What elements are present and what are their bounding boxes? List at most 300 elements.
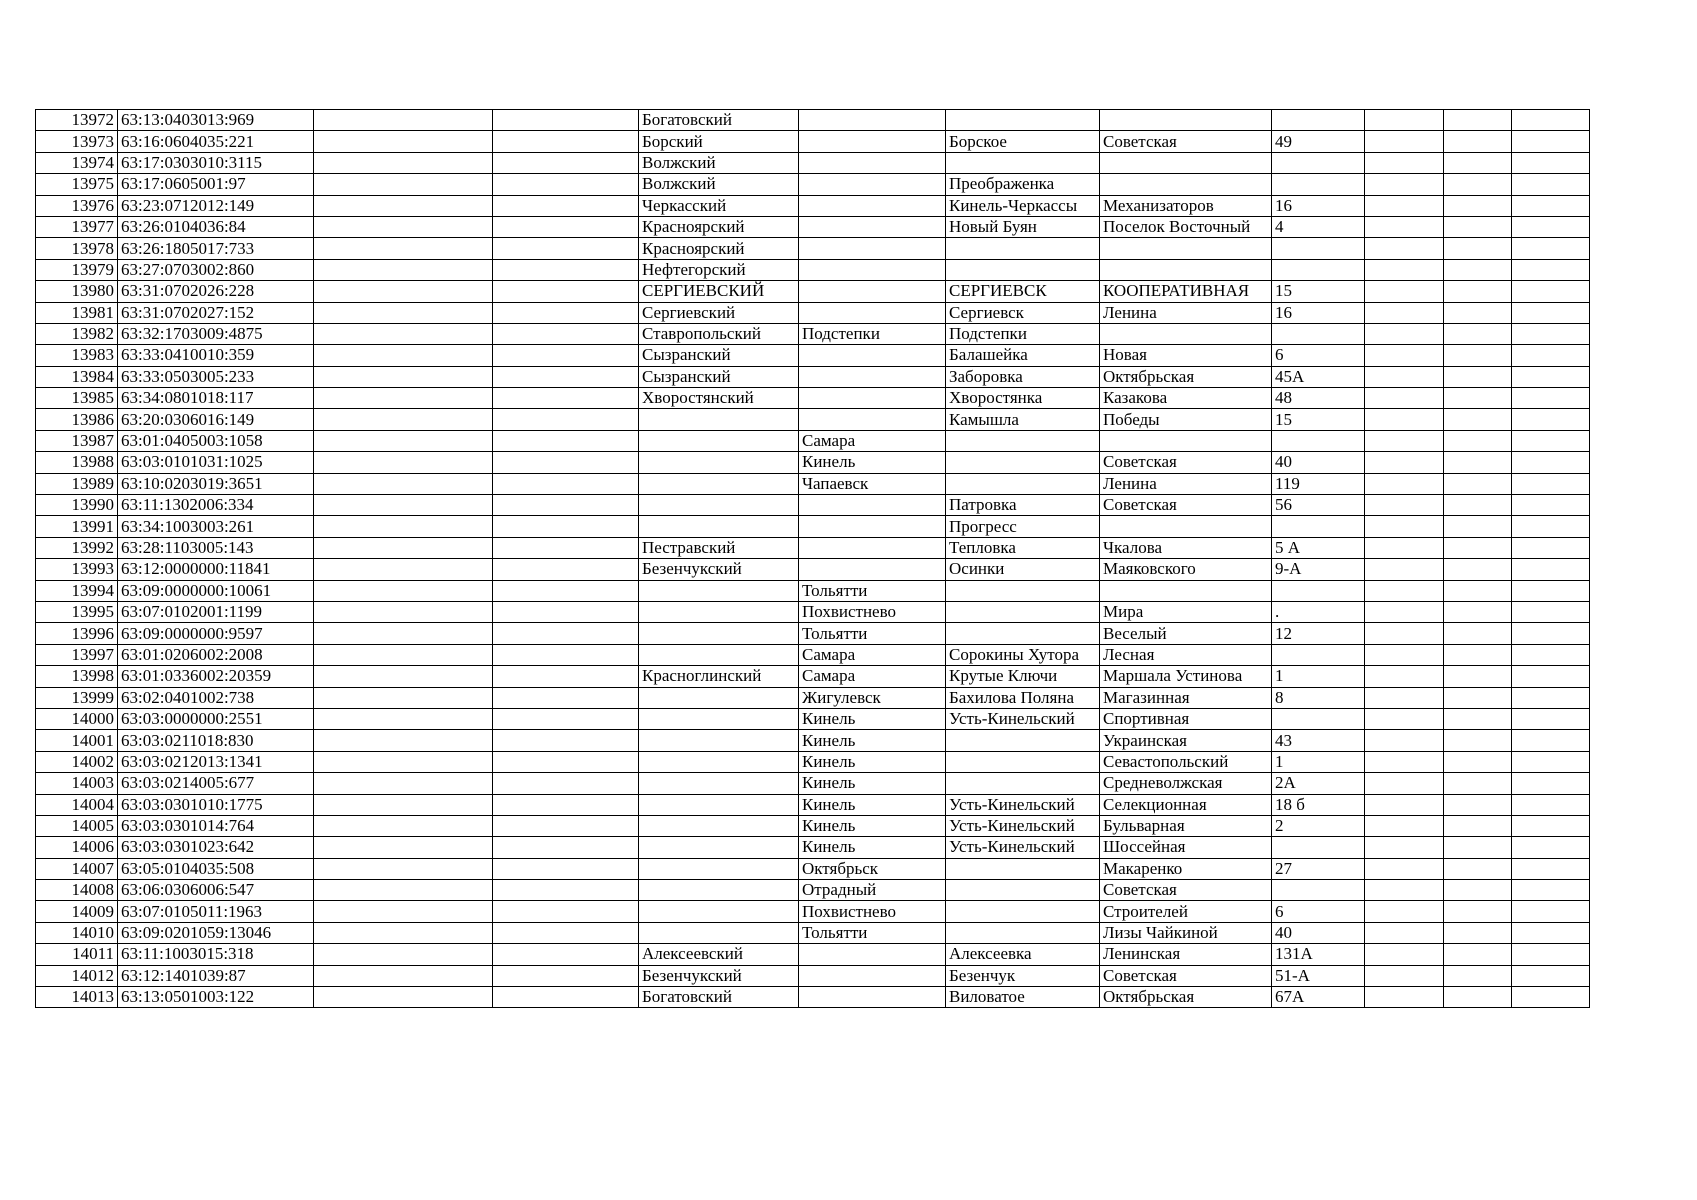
city-cell: Тольятти: [799, 623, 946, 644]
cadastral-number-cell: 63:03:0301014:764: [118, 815, 314, 836]
empty-cell: [314, 965, 493, 986]
district-cell: Алексеевский: [639, 944, 799, 965]
street-cell: Советская: [1100, 452, 1272, 473]
empty-cell: [314, 730, 493, 751]
house-number-cell: [1272, 516, 1365, 537]
district-cell: [639, 858, 799, 879]
cadastral-number-cell: 63:33:0503005:233: [118, 366, 314, 387]
city-cell: [799, 216, 946, 237]
house-number-cell: 27: [1272, 858, 1365, 879]
empty-cell: [1365, 366, 1444, 387]
empty-cell: [1444, 110, 1512, 131]
empty-cell: [1512, 580, 1590, 601]
city-cell: [799, 281, 946, 302]
street-cell: Средневолжская: [1100, 773, 1272, 794]
empty-cell: [314, 623, 493, 644]
empty-cell: [493, 644, 639, 665]
row-number-cell: 14000: [36, 708, 118, 729]
settlement-cell: [946, 880, 1100, 901]
empty-cell: [1444, 388, 1512, 409]
empty-cell: [493, 794, 639, 815]
empty-cell: [1512, 880, 1590, 901]
empty-cell: [1512, 944, 1590, 965]
empty-cell: [1512, 452, 1590, 473]
row-number-cell: 13981: [36, 302, 118, 323]
empty-cell: [314, 773, 493, 794]
district-cell: Волжский: [639, 152, 799, 173]
house-number-cell: 15: [1272, 281, 1365, 302]
table-row: [36, 794, 1590, 815]
cadastral-number-cell: 63:28:1103005:143: [118, 537, 314, 558]
empty-cell: [493, 559, 639, 580]
street-cell: Ленина: [1100, 302, 1272, 323]
house-number-cell: [1272, 152, 1365, 173]
street-cell: Украинская: [1100, 730, 1272, 751]
empty-cell: [493, 708, 639, 729]
cadastral-number-cell: 63:31:0702026:228: [118, 281, 314, 302]
cadastral-number-cell: 63:05:0104035:508: [118, 858, 314, 879]
empty-cell: [314, 559, 493, 580]
row-number-cell: 13987: [36, 430, 118, 451]
empty-cell: [1365, 773, 1444, 794]
street-cell: Лесная: [1100, 644, 1272, 665]
empty-cell: [1444, 430, 1512, 451]
empty-cell: [493, 965, 639, 986]
empty-cell: [1444, 131, 1512, 152]
cadastral-number-cell: 63:01:0336002:20359: [118, 666, 314, 687]
street-cell: Советская: [1100, 495, 1272, 516]
row-number-cell: 13986: [36, 409, 118, 430]
street-cell: Магазинная: [1100, 687, 1272, 708]
street-cell: Севастопольский: [1100, 751, 1272, 772]
table-row: [36, 987, 1590, 1008]
district-cell: Сызранский: [639, 345, 799, 366]
empty-cell: [493, 323, 639, 344]
city-cell: Октябрьск: [799, 858, 946, 879]
empty-cell: [1512, 751, 1590, 772]
row-number-cell: 14003: [36, 773, 118, 794]
empty-cell: [1512, 708, 1590, 729]
empty-cell: [1444, 174, 1512, 195]
table-row: [36, 944, 1590, 965]
settlement-cell: СЕРГИЕВСК: [946, 281, 1100, 302]
settlement-cell: Заборовка: [946, 366, 1100, 387]
empty-cell: [1365, 452, 1444, 473]
settlement-cell: [946, 259, 1100, 280]
city-cell: [799, 987, 946, 1008]
empty-cell: [493, 302, 639, 323]
cadastral-number-cell: 63:33:0410010:359: [118, 345, 314, 366]
empty-cell: [493, 815, 639, 836]
street-cell: Советская: [1100, 131, 1272, 152]
empty-cell: [314, 345, 493, 366]
row-number-cell: 13999: [36, 687, 118, 708]
empty-cell: [1365, 601, 1444, 622]
cadastral-number-cell: 63:09:0000000:10061: [118, 580, 314, 601]
city-cell: Кинель: [799, 773, 946, 794]
settlement-cell: [946, 922, 1100, 943]
district-cell: [639, 901, 799, 922]
cadastral-number-cell: 63:17:0303010:3115: [118, 152, 314, 173]
empty-cell: [314, 495, 493, 516]
street-cell: [1100, 238, 1272, 259]
empty-cell: [1512, 473, 1590, 494]
cadastral-number-cell: 63:34:0801018:117: [118, 388, 314, 409]
district-cell: [639, 516, 799, 537]
empty-cell: [493, 174, 639, 195]
cadastral-number-cell: 63:06:0306006:547: [118, 880, 314, 901]
empty-cell: [314, 794, 493, 815]
empty-cell: [1365, 216, 1444, 237]
street-cell: Советская: [1100, 965, 1272, 986]
empty-cell: [1365, 131, 1444, 152]
city-cell: [799, 944, 946, 965]
city-cell: Кинель: [799, 837, 946, 858]
empty-cell: [1512, 388, 1590, 409]
house-number-cell: [1272, 323, 1365, 344]
empty-cell: [1365, 858, 1444, 879]
settlement-cell: Прогресс: [946, 516, 1100, 537]
city-cell: Самара: [799, 666, 946, 687]
empty-cell: [1444, 281, 1512, 302]
city-cell: Кинель: [799, 751, 946, 772]
empty-cell: [314, 751, 493, 772]
house-number-cell: 43: [1272, 730, 1365, 751]
district-cell: Сергиевский: [639, 302, 799, 323]
empty-cell: [314, 259, 493, 280]
cadastral-number-cell: 63:03:0101031:1025: [118, 452, 314, 473]
settlement-cell: Алексеевка: [946, 944, 1100, 965]
empty-cell: [1365, 110, 1444, 131]
settlement-cell: [946, 623, 1100, 644]
empty-cell: [493, 281, 639, 302]
empty-cell: [1444, 238, 1512, 259]
table-row: [36, 815, 1590, 836]
house-number-cell: 6: [1272, 345, 1365, 366]
empty-cell: [493, 473, 639, 494]
empty-cell: [1365, 174, 1444, 195]
empty-cell: [1512, 495, 1590, 516]
cadastral-number-cell: 63:02:0401002:738: [118, 687, 314, 708]
empty-cell: [1512, 837, 1590, 858]
district-cell: [639, 730, 799, 751]
empty-cell: [1365, 837, 1444, 858]
row-number-cell: 13998: [36, 666, 118, 687]
city-cell: Тольятти: [799, 580, 946, 601]
district-cell: Волжский: [639, 174, 799, 195]
empty-cell: [1512, 537, 1590, 558]
empty-cell: [493, 880, 639, 901]
house-number-cell: [1272, 708, 1365, 729]
district-cell: [639, 880, 799, 901]
settlement-cell: Хворостянка: [946, 388, 1100, 409]
house-number-cell: 1: [1272, 751, 1365, 772]
district-cell: Хворостянский: [639, 388, 799, 409]
empty-cell: [1444, 687, 1512, 708]
empty-cell: [1365, 987, 1444, 1008]
empty-cell: [1512, 366, 1590, 387]
empty-cell: [1444, 815, 1512, 836]
empty-cell: [1512, 195, 1590, 216]
settlement-cell: [946, 858, 1100, 879]
empty-cell: [1512, 131, 1590, 152]
empty-cell: [314, 516, 493, 537]
row-number-cell: 14007: [36, 858, 118, 879]
table-row: [36, 473, 1590, 494]
empty-cell: [1512, 730, 1590, 751]
street-cell: Маяковского: [1100, 559, 1272, 580]
empty-cell: [1512, 559, 1590, 580]
district-cell: Нефтегорский: [639, 259, 799, 280]
district-cell: Безенчукский: [639, 559, 799, 580]
empty-cell: [493, 409, 639, 430]
city-cell: [799, 259, 946, 280]
empty-cell: [493, 516, 639, 537]
row-number-cell: 13990: [36, 495, 118, 516]
empty-cell: [1444, 666, 1512, 687]
house-number-cell: 16: [1272, 195, 1365, 216]
empty-cell: [314, 366, 493, 387]
house-number-cell: 67А: [1272, 987, 1365, 1008]
empty-cell: [314, 987, 493, 1008]
empty-cell: [1512, 323, 1590, 344]
house-number-cell: 9-А: [1272, 559, 1365, 580]
house-number-cell: 2А: [1272, 773, 1365, 794]
table-row: [36, 302, 1590, 323]
house-number-cell: .: [1272, 601, 1365, 622]
settlement-cell: Сорокины Хутора: [946, 644, 1100, 665]
empty-cell: [314, 944, 493, 965]
row-number-cell: 13983: [36, 345, 118, 366]
row-number-cell: 13980: [36, 281, 118, 302]
empty-cell: [314, 858, 493, 879]
cadastral-number-cell: 63:09:0201059:13046: [118, 922, 314, 943]
empty-cell: [1365, 815, 1444, 836]
district-cell: Безенчукский: [639, 965, 799, 986]
settlement-cell: Кинель-Черкассы: [946, 195, 1100, 216]
house-number-cell: 45А: [1272, 366, 1365, 387]
settlement-cell: [946, 238, 1100, 259]
cadastral-number-cell: 63:11:1302006:334: [118, 495, 314, 516]
city-cell: [799, 174, 946, 195]
city-cell: [799, 131, 946, 152]
table-row: [36, 880, 1590, 901]
cadastral-number-cell: 63:01:0206002:2008: [118, 644, 314, 665]
empty-cell: [1444, 516, 1512, 537]
street-cell: Мира: [1100, 601, 1272, 622]
empty-cell: [1512, 666, 1590, 687]
empty-cell: [1365, 281, 1444, 302]
empty-cell: [1365, 195, 1444, 216]
district-cell: Пестравский: [639, 537, 799, 558]
row-number-cell: 13985: [36, 388, 118, 409]
city-cell: Самара: [799, 644, 946, 665]
empty-cell: [1444, 537, 1512, 558]
empty-cell: [1444, 601, 1512, 622]
street-cell: [1100, 152, 1272, 173]
street-cell: Октябрьская: [1100, 366, 1272, 387]
table-row: [36, 110, 1590, 131]
district-cell: Черкасский: [639, 195, 799, 216]
table-row: [36, 623, 1590, 644]
cadastral-number-cell: 63:27:0703002:860: [118, 259, 314, 280]
empty-cell: [1512, 516, 1590, 537]
house-number-cell: 5 А: [1272, 537, 1365, 558]
empty-cell: [493, 901, 639, 922]
table-row: [36, 174, 1590, 195]
empty-cell: [1365, 901, 1444, 922]
empty-cell: [1444, 794, 1512, 815]
empty-cell: [314, 815, 493, 836]
empty-cell: [1512, 901, 1590, 922]
settlement-cell: [946, 473, 1100, 494]
empty-cell: [1512, 152, 1590, 173]
empty-cell: [1365, 880, 1444, 901]
row-number-cell: 14006: [36, 837, 118, 858]
district-cell: Красноглинский: [639, 666, 799, 687]
empty-cell: [1365, 644, 1444, 665]
house-number-cell: 16: [1272, 302, 1365, 323]
district-cell: [639, 644, 799, 665]
row-number-cell: 14001: [36, 730, 118, 751]
district-cell: [639, 580, 799, 601]
empty-cell: [493, 837, 639, 858]
data-table: [35, 109, 1590, 1008]
street-cell: Бульварная: [1100, 815, 1272, 836]
empty-cell: [1512, 623, 1590, 644]
empty-cell: [1444, 195, 1512, 216]
city-cell: [799, 366, 946, 387]
empty-cell: [1365, 516, 1444, 537]
city-cell: Подстепки: [799, 323, 946, 344]
settlement-cell: [946, 580, 1100, 601]
empty-cell: [1365, 965, 1444, 986]
row-number-cell: 13997: [36, 644, 118, 665]
house-number-cell: 49: [1272, 131, 1365, 152]
empty-cell: [1444, 345, 1512, 366]
settlement-cell: [946, 430, 1100, 451]
empty-cell: [1444, 259, 1512, 280]
street-cell: Строителей: [1100, 901, 1272, 922]
empty-cell: [1444, 730, 1512, 751]
cadastral-number-cell: 63:01:0405003:1058: [118, 430, 314, 451]
cadastral-number-cell: 63:26:0104036:84: [118, 216, 314, 237]
table-row: [36, 430, 1590, 451]
district-cell: [639, 409, 799, 430]
row-number-cell: 14008: [36, 880, 118, 901]
house-number-cell: [1272, 174, 1365, 195]
row-number-cell: 13995: [36, 601, 118, 622]
city-cell: Кинель: [799, 708, 946, 729]
city-cell: Чапаевск: [799, 473, 946, 494]
empty-cell: [314, 110, 493, 131]
city-cell: Самара: [799, 430, 946, 451]
street-cell: [1100, 110, 1272, 131]
house-number-cell: 119: [1272, 473, 1365, 494]
row-number-cell: 13982: [36, 323, 118, 344]
empty-cell: [493, 687, 639, 708]
empty-cell: [493, 580, 639, 601]
row-number-cell: 14002: [36, 751, 118, 772]
table-row: [36, 495, 1590, 516]
row-number-cell: 13975: [36, 174, 118, 195]
row-number-cell: 13993: [36, 559, 118, 580]
settlement-cell: Виловатое: [946, 987, 1100, 1008]
row-number-cell: 14012: [36, 965, 118, 986]
house-number-cell: 40: [1272, 922, 1365, 943]
row-number-cell: 13978: [36, 238, 118, 259]
settlement-cell: Новый Буян: [946, 216, 1100, 237]
house-number-cell: [1272, 238, 1365, 259]
street-cell: Октябрьская: [1100, 987, 1272, 1008]
table-row: [36, 366, 1590, 387]
settlement-cell: Патровка: [946, 495, 1100, 516]
empty-cell: [1444, 580, 1512, 601]
cadastral-number-cell: 63:03:0301010:1775: [118, 794, 314, 815]
settlement-cell: Крутые Ключи: [946, 666, 1100, 687]
city-cell: [799, 110, 946, 131]
empty-cell: [1512, 110, 1590, 131]
row-number-cell: 13989: [36, 473, 118, 494]
table-row: [36, 708, 1590, 729]
empty-cell: [493, 922, 639, 943]
district-cell: [639, 922, 799, 943]
street-cell: Советская: [1100, 880, 1272, 901]
house-number-cell: 15: [1272, 409, 1365, 430]
street-cell: Новая: [1100, 345, 1272, 366]
table-row: [36, 259, 1590, 280]
empty-cell: [493, 623, 639, 644]
cadastral-number-cell: 63:09:0000000:9597: [118, 623, 314, 644]
empty-cell: [314, 409, 493, 430]
empty-cell: [1365, 687, 1444, 708]
empty-cell: [1444, 152, 1512, 173]
street-cell: Селекционная: [1100, 794, 1272, 815]
empty-cell: [1512, 409, 1590, 430]
district-cell: Ставропольский: [639, 323, 799, 344]
row-number-cell: 13994: [36, 580, 118, 601]
table-row: [36, 730, 1590, 751]
empty-cell: [1444, 644, 1512, 665]
empty-cell: [1365, 238, 1444, 259]
city-cell: [799, 409, 946, 430]
empty-cell: [493, 987, 639, 1008]
settlement-cell: Сергиевск: [946, 302, 1100, 323]
street-cell: Механизаторов: [1100, 195, 1272, 216]
empty-cell: [1444, 773, 1512, 794]
table-row: [36, 281, 1590, 302]
empty-cell: [1512, 302, 1590, 323]
empty-cell: [314, 131, 493, 152]
house-number-cell: 4: [1272, 216, 1365, 237]
settlement-cell: Безенчук: [946, 965, 1100, 986]
empty-cell: [1512, 794, 1590, 815]
empty-cell: [1444, 559, 1512, 580]
house-number-cell: 6: [1272, 901, 1365, 922]
table-row: [36, 773, 1590, 794]
district-cell: Богатовский: [639, 987, 799, 1008]
street-cell: [1100, 323, 1272, 344]
empty-cell: [314, 174, 493, 195]
city-cell: [799, 345, 946, 366]
empty-cell: [493, 452, 639, 473]
empty-cell: [1365, 944, 1444, 965]
district-cell: [639, 601, 799, 622]
cadastral-number-cell: 63:16:0604035:221: [118, 131, 314, 152]
empty-cell: [493, 430, 639, 451]
empty-cell: [493, 495, 639, 516]
city-cell: [799, 516, 946, 537]
